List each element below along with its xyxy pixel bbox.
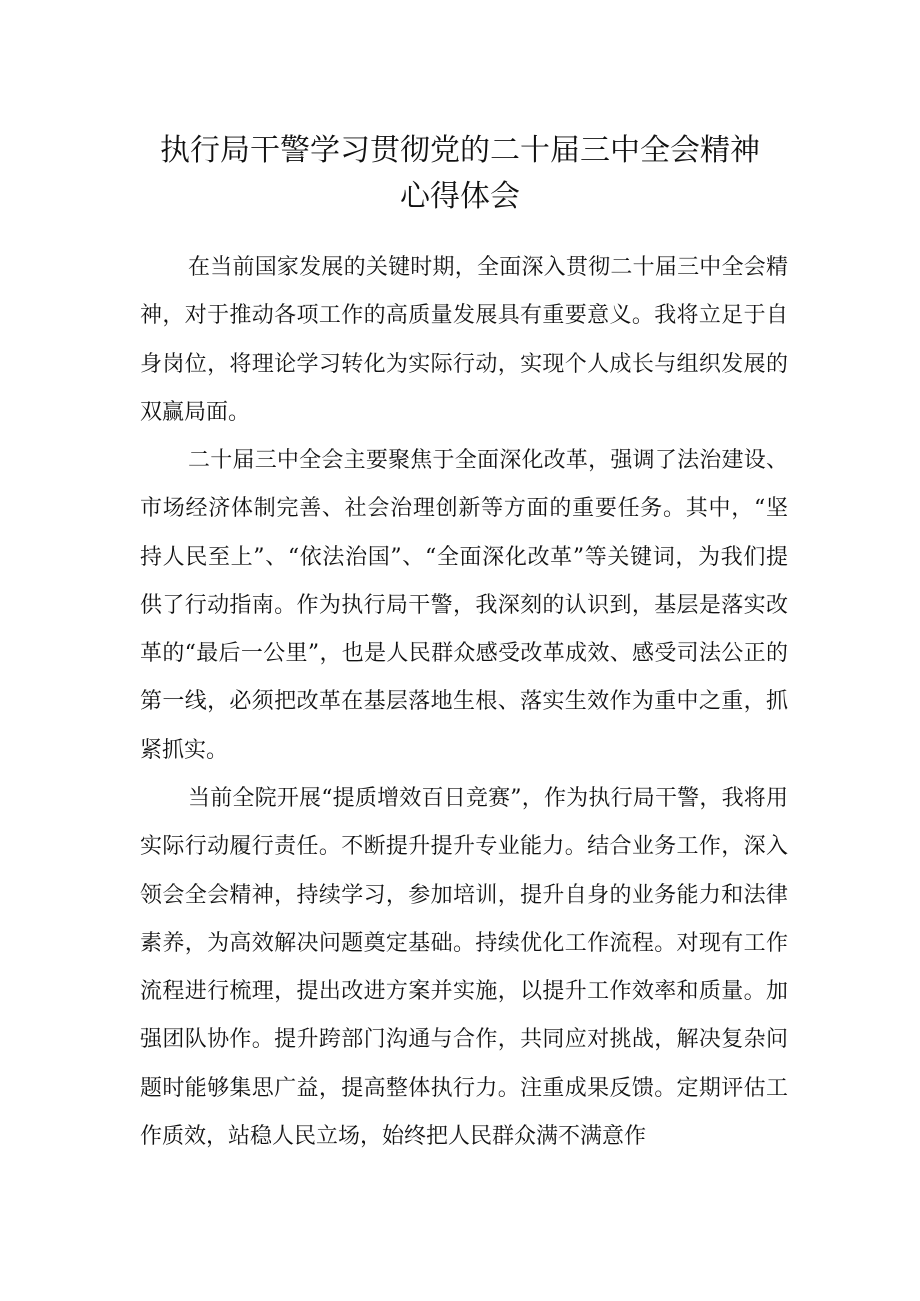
body-paragraph-3: 当前全院开展“提质增效百日竞赛”，作为执行局干警，我将用实际行动履行责任。不断提升提升专业能力。结合业务工作，深入领会全会精神，持续学习，参加培训，提升自身的业务能力和法律素养，为高效解决问题奠定基础。持续优化工作流程。对现有工作流程进行梳理，提出改进方案并实施，以提升工作效率和质量。加强团队协作。提升跨部门沟通与合作，共同应对挑战，解决复杂问题时能够集思广益，提高整体执行力。注重成果反馈。定期评估工作质效，站稳人民立场，始终把人民群众满不满意作 — [140, 786, 788, 1150]
body-paragraph-2: 二十届三中全会主要聚焦于全面深化改革，强调了法治建设、市场经济体制完善、社会治理创新等方面的重要任务。其中，“坚持人民至上”、“依法治国”、“全面深化改革”等关键词，为我们提供了行动指南。作为执行局干警，我深刻的认识到，基层是落实改革的“最后一公里”，也是人民群众感受改革成效、感受司法公正的第一线，必须把改革在基层落地生根、落实生效作为重中之重，抓紧抓实。 — [140, 448, 788, 763]
body-paragraph-1: 在当前国家发展的关键时期，全面深入贯彻二十届三中全会精神，对于推动各项工作的高质量发展具有重要意义。我将立足于自身岗位，将理论学习转化为实际行动，实现个人成长与组织发展的双赢局面。 — [140, 255, 788, 425]
document-title-line-2: 心得体会 — [400, 179, 520, 214]
document-title-line-1: 执行局干警学习贯彻党的二十届三中全会精神 — [160, 133, 760, 168]
